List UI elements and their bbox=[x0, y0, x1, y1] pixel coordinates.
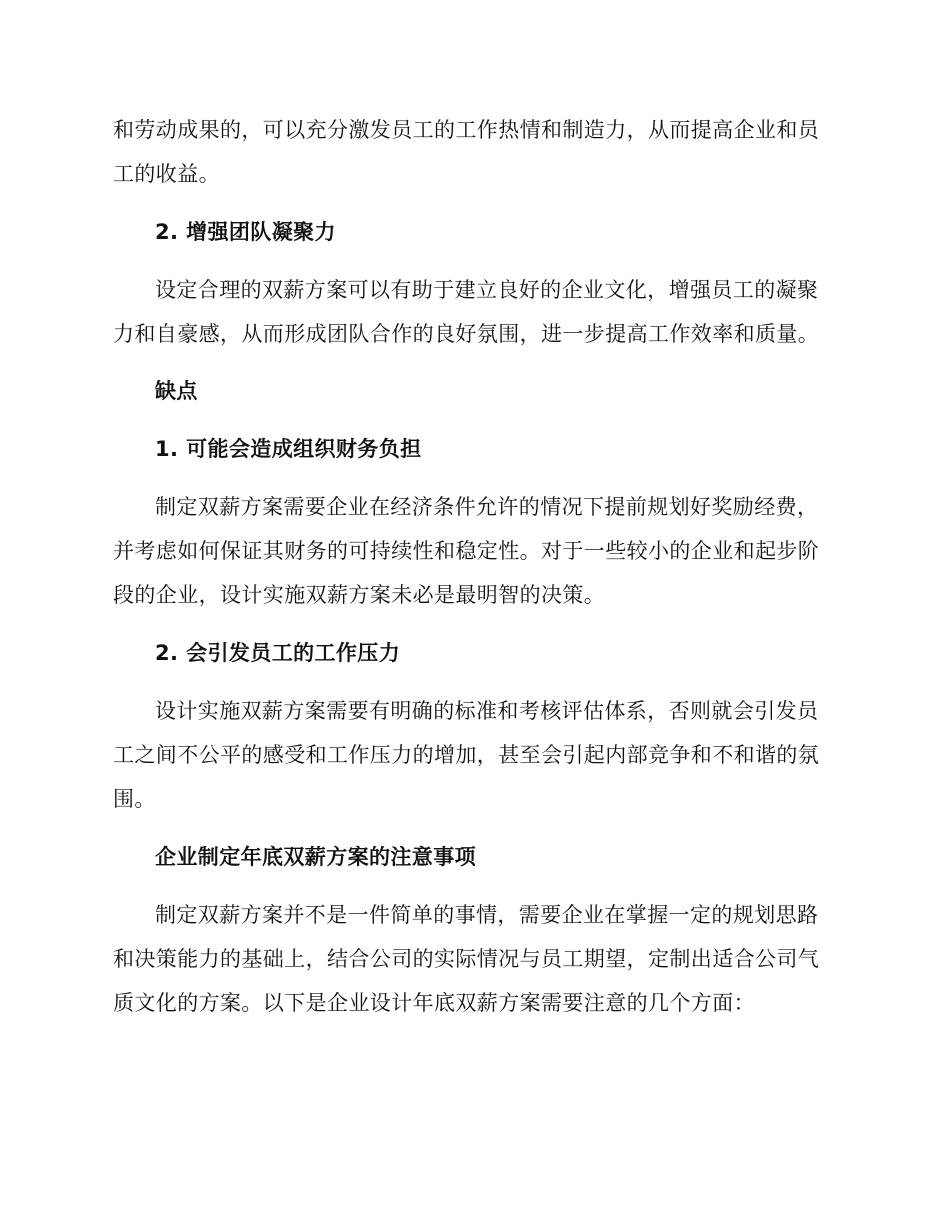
paragraph-line: 并考虑如何保证其财务的可持续性和稳定性。对于一些较小的企业和起步阶 bbox=[113, 539, 820, 563]
section-heading: 缺点 bbox=[155, 379, 198, 403]
paragraph-line: 和劳动成果的，可以充分激发员工的工作热情和制造力，从而提高企业和员 bbox=[113, 118, 820, 142]
paragraph-line: 工的收益。 bbox=[113, 162, 220, 186]
paragraph-line: 段的企业，设计实施双薪方案未必是最明智的决策。 bbox=[113, 583, 606, 607]
paragraph-line: 围。 bbox=[113, 787, 156, 811]
paragraph-line: 和决策能力的基础上，结合公司的实际情况与员工期望，定制出适合公司气 bbox=[113, 947, 820, 971]
paragraph-line: 工之间不公平的感受和工作压力的增加，甚至会引起内部竞争和不和谐的氛 bbox=[113, 743, 820, 767]
section-heading: 2. 会引发员工的工作压力 bbox=[155, 641, 401, 665]
paragraph-line: 设计实施双薪方案需要有明确的标准和考核评估体系，否则就会引发员 bbox=[155, 699, 819, 723]
paragraph-line: 制定双薪方案需要企业在经济条件允许的情况下提前规划好奖励经费， bbox=[155, 495, 819, 519]
paragraph-line: 质文化的方案。以下是企业设计年底双薪方案需要注意的几个方面： bbox=[113, 991, 755, 1015]
paragraph-line: 力和自豪感，从而形成团队合作的良好氛围，进一步提高工作效率和质量。 bbox=[113, 322, 820, 346]
paragraph-line: 设定合理的双薪方案可以有助于建立良好的企业文化，增强员工的凝聚 bbox=[155, 278, 819, 302]
section-heading: 企业制定年底双薪方案的注意事项 bbox=[155, 845, 476, 869]
section-heading: 1. 可能会造成组织财务负担 bbox=[155, 437, 422, 461]
paragraph-line: 制定双薪方案并不是一件简单的事情，需要企业在掌握一定的规划思路 bbox=[155, 903, 819, 927]
section-heading: 2. 增强团队凝聚力 bbox=[155, 220, 336, 244]
